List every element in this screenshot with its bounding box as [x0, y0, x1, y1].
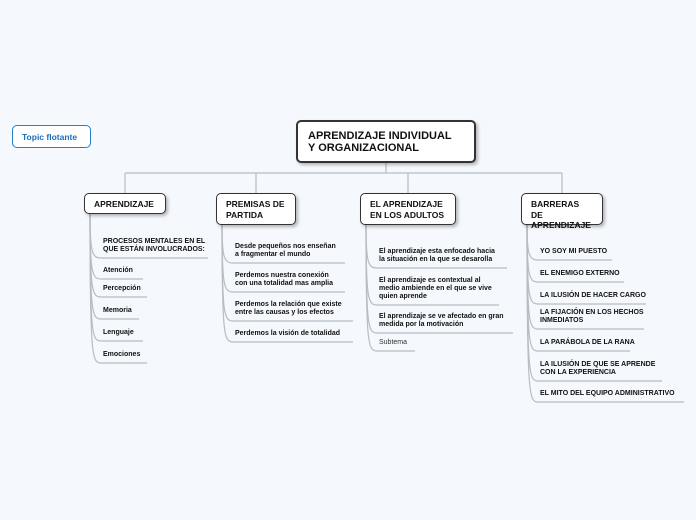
subtopic-1-2[interactable]: Perdemos la relación que existe entre las causas y los efectos	[235, 301, 342, 316]
branch-premisas-de-partida[interactable]: PREMISAS DE PARTIDA	[216, 193, 296, 225]
subtopic-1-3[interactable]: Perdemos la visión de totalidad	[235, 330, 341, 337]
subtopic-3-3[interactable]: LA FIJACIÓN EN LOS HECHOS INMEDIATOS	[540, 309, 644, 324]
subtopic-3-1[interactable]: EL ENEMIGO EXTERNO	[540, 270, 620, 277]
subtopic-connector-2-0	[366, 225, 377, 268]
subtopic-0-3[interactable]: Memoria	[103, 307, 132, 314]
subtopic-connector-1-3	[222, 225, 233, 342]
subtopic-3-6[interactable]: EL MITO DEL EQUIPO ADMINISTRATIVO	[540, 390, 675, 397]
subtopic-2-1[interactable]: El aprendizaje es contextual al medio ambiende en el que se vive quien aprende	[379, 277, 492, 300]
branch-barreras-de-aprendizaje[interactable]: BARRERAS DE APRENDIZAJE	[521, 193, 603, 225]
subtopic-3-4[interactable]: LA PARÁBOLA DE LA RANA	[540, 339, 635, 346]
subtopic-2-2[interactable]: El aprendizaje se ve afectado en gran medida por la motivación	[379, 313, 504, 328]
subtopic-0-1[interactable]: Atención	[103, 267, 133, 274]
central-topic[interactable]: APRENDIZAJE INDIVIDUAL Y ORGANIZACIONAL	[296, 120, 476, 163]
subtopic-3-0[interactable]: YO SOY MI PUESTO	[540, 248, 608, 255]
subtopic-0-2[interactable]: Percepción	[103, 285, 141, 292]
subtopic-0-5[interactable]: Emociones	[103, 351, 141, 358]
branch-aprendizaje-adultos[interactable]: EL APRENDIZAJE EN LOS ADULTOS	[360, 193, 456, 225]
subtopic-connector-2-1	[366, 225, 377, 305]
subtopic-connector-1-1	[222, 225, 233, 292]
subtopic-0-0[interactable]: PROCESOS MENTALES EN EL QUE ESTÁN INVOLUCRADOS:	[103, 238, 206, 253]
floating-topic[interactable]: Topic flotante	[12, 125, 91, 148]
subtopic-3-5[interactable]: LA ILUSIÓN DE QUE SE APRENDE CON LA EXPERIENCIA	[540, 361, 656, 376]
subtopic-2-0[interactable]: El aprendizaje esta enfocado hacia la situación en la que se desarolla	[379, 248, 495, 263]
subtopic-1-0[interactable]: Desde pequeños nos enseñan a fragmentar el mundo	[235, 243, 336, 258]
subtopic-2-3[interactable]: Subtema	[379, 339, 408, 346]
branch-aprendizaje[interactable]: APRENDIZAJE	[84, 193, 166, 214]
subtopic-1-1[interactable]: Perdemos nuestra conexión con una totalidad mas amplia	[235, 272, 334, 287]
subtopic-3-2[interactable]: LA ILUSIÓN DE HACER CARGO	[540, 292, 646, 299]
subtopic-connector-3-3	[527, 225, 538, 329]
subtopic-connector-0-2	[90, 214, 101, 297]
subtopic-connector-0-0	[90, 214, 101, 258]
subtopic-connector-1-0	[222, 225, 233, 263]
subtopic-0-4[interactable]: Lenguaje	[103, 329, 134, 336]
